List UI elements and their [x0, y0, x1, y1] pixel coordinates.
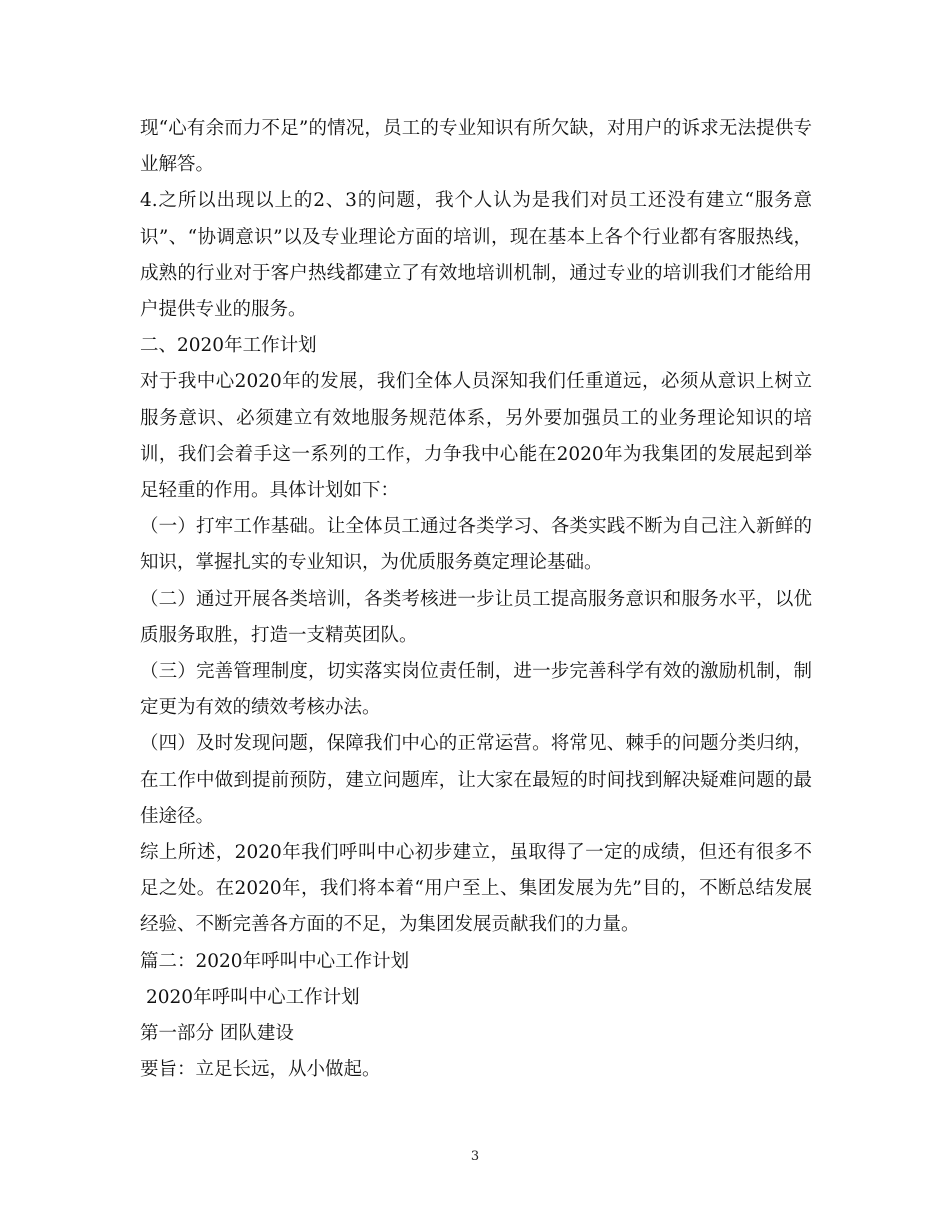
paragraph-summary: 综上所述，2020年我们呼叫中心初步建立，虽取得了一定的成绩，但还有很多不足之处。在2020年，我们将本着“用户至上、集团发展为先”目的，不断总结发展经验、不断完善各方面的不足，为集团发展贡献我们的力量。: [140, 842, 812, 936]
paragraph-plan-item-1: （一）打牢工作基础。让全体员工通过各类学习、各类实践不断为自己注入新鲜的知识，掌握扎实的专业知识，为优质服务奠定理论基础。: [140, 516, 812, 574]
paragraph-continuation: 现“心有余而力不足”的情况，员工的专业知识有所欠缺，对用户的诉求无法提供专业解答。: [140, 118, 812, 176]
paragraph-plan-intro: 对于我中心2020年的发展，我们全体人员深知我们任重道远，必须从意识上树立服务意识、必须建立有效地服务规范体系，另外要加强员工的业务理论知识的培训，我们会着手这一系列的工作，力争我中心能在2020年为我集团的发展起到举足轻重的作用。具体计划如下：: [140, 371, 812, 502]
paragraph-plan-item-4: （四）及时发现问题，保障我们中心的正常运营。将常见、棘手的问题分类归纳，在工作中做到提前预防，建立问题库，让大家在最短的时间找到解决疑难问题的最佳途径。: [140, 733, 812, 827]
article-two-title: 2020年呼叫中心工作计划: [146, 986, 360, 1008]
paragraph-plan-item-2: （二）通过开展各类培训，各类考核进一步让员工提高服务意识和服务水平，以优质服务取胜，打造一支精英团队。: [140, 588, 812, 646]
section-heading-2020-plan: 二、2020年工作计划: [140, 335, 317, 357]
article-two-heading: 篇二：2020年呼叫中心工作计划: [140, 950, 410, 972]
part-one-gist: 要旨：立足长远，从小做起。: [140, 1059, 381, 1081]
document-body: [140, 111, 812, 1088]
paragraph-point-4: 4.之所以出现以上的2、3的问题，我个人认为是我们对员工还没有建立“服务意识”、“协调意识”以及专业理论方面的培训，现在基本上各个行业都有客服热线，成熟的行业对于客户热线都建立了有效地培训机制，通过专业的培训我们才能给用户提供专业的服务。: [140, 190, 812, 321]
page-number: 3: [470, 1149, 480, 1164]
paragraph-plan-item-3: （三）完善管理制度，切实落实岗位责任制，进一步完善科学有效的激励机制，制定更为有效的绩效考核办法。: [140, 661, 812, 719]
part-one-heading: 第一部分 团队建设: [140, 1023, 294, 1045]
